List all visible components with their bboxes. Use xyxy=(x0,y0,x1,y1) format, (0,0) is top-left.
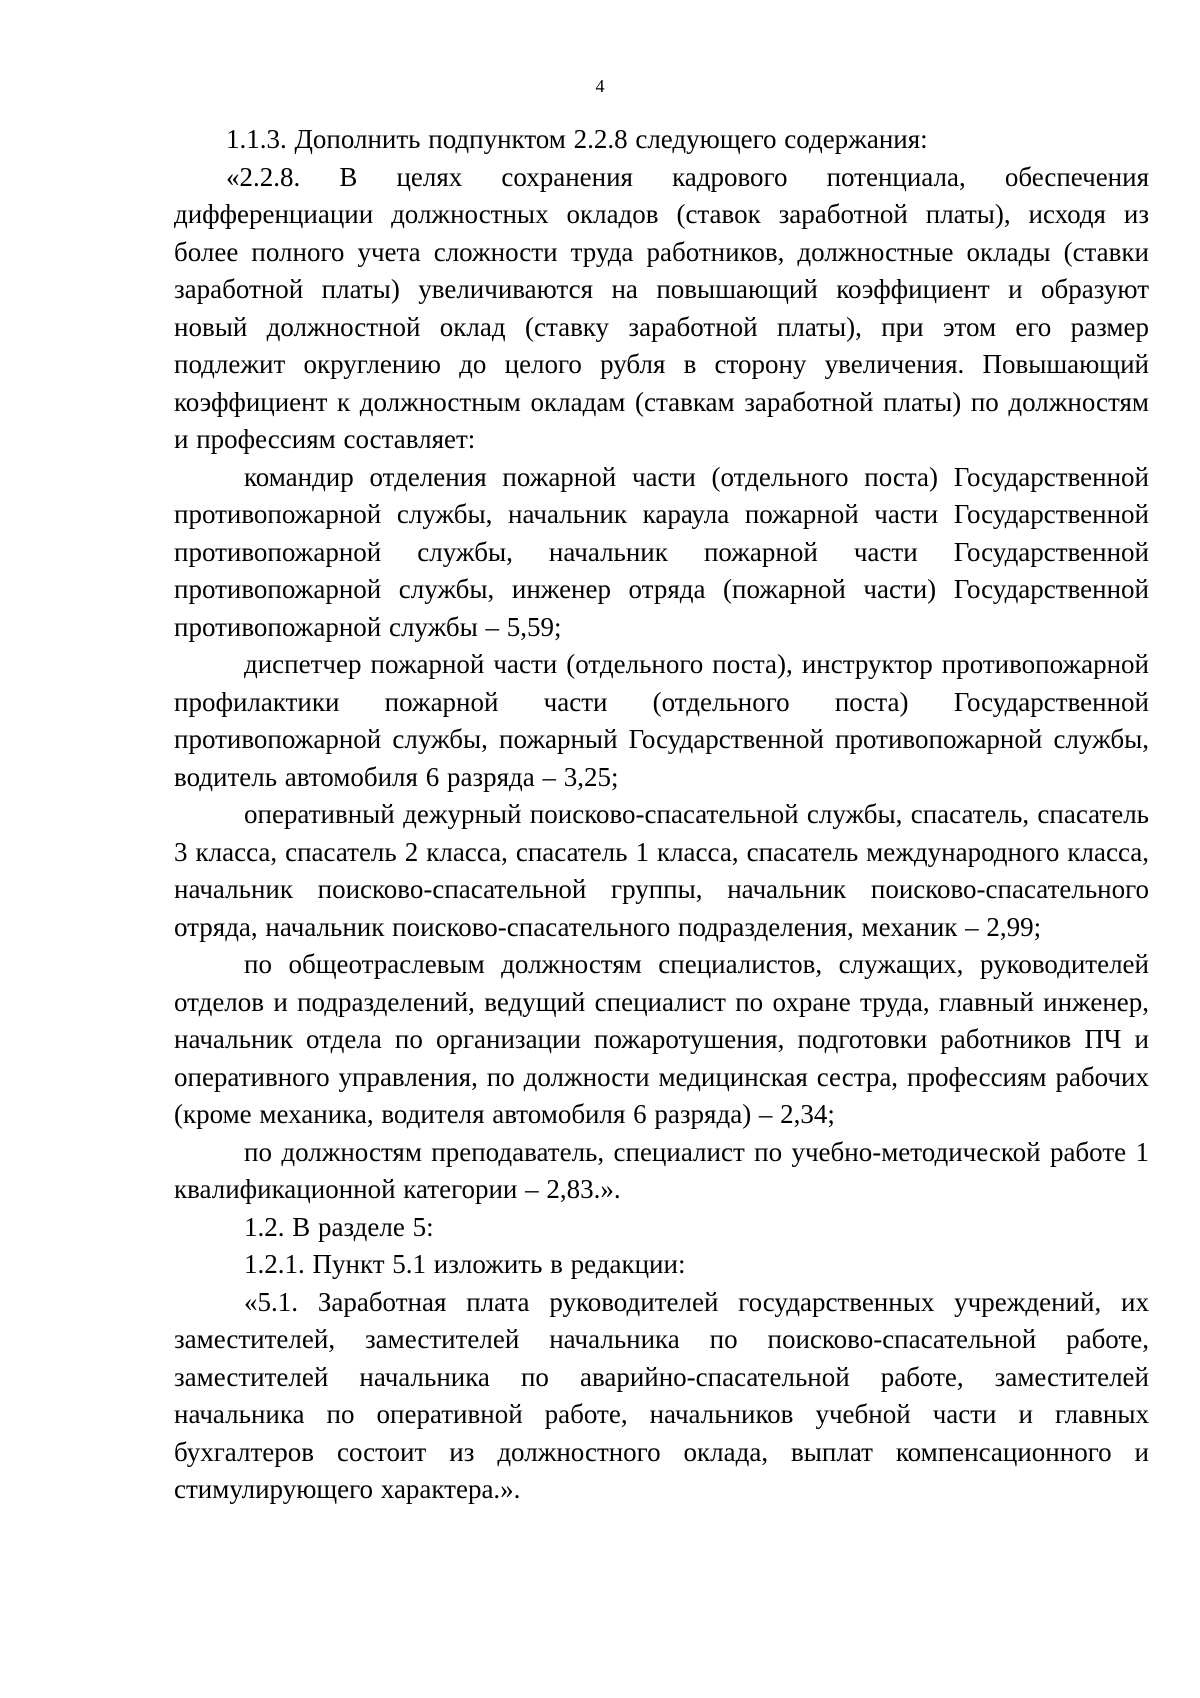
paragraph-1-2-1: 1.2.1. Пункт 5.1 изложить в редакции: xyxy=(244,1249,686,1279)
paragraph-5-1: «5.1. Заработная плата руководителей государственных учреждений, их заместителей, заместителей начальника по поисково-спасательной работе, заместителей начальника по аварийно-спасательной работе, заместителей начальника по оперативной работе, начальников учебной части и главных бухгалтеров состоит из должностного оклада, выплат компенсационного и стимулирующего характера.». xyxy=(174,1286,1149,1504)
paragraph-coefficient-2-83: по должностям преподаватель, специалист по учебно-методической работе 1 квалификационной категории – 2,83.». xyxy=(174,1136,1149,1204)
paragraph-coefficient-2-99: оперативный дежурный поисково-спасательной службы, спасатель, спасатель 3 класса, спасатель 2 класса, спасатель 1 класса, спасатель международного класса, начальник поисково-спасательной группы, начальник поисково-спасательного отряда, начальник поисково-спасательного подразделения, механик – 2,99; xyxy=(174,799,1149,942)
paragraph-coefficient-5-59: командир отделения пожарной части (отдельного поста) Государственной противопожарной службы, начальник караула пожарной части Государственной противопожарной службы, начальник пожарной части Государственной противопожарной службы, инженер отряда (пожарной части) Государственной противопожарной службы – 5,59; xyxy=(174,461,1149,642)
document-body xyxy=(174,121,1149,1509)
paragraph-1-2: 1.2. В разделе 5: xyxy=(244,1211,434,1242)
page-number: 4 xyxy=(595,76,605,96)
paragraph-coefficient-3-25: диспетчер пожарной части (отдельного поста), инструктор противопожарной профилактики пожарной части (отдельного поста) Государственной противопожарной службы, пожарный Государственной противопожарной службы, водитель автомобиля 6 разряда – 3,25; xyxy=(174,649,1149,792)
paragraph-coefficient-2-34: по общеотраслевым должностям специалистов, служащих, руководителей отделов и подразделений, ведущий специалист по охране труда, главный инженер, начальник отдела по организации пожаротушения, подготовки работников ПЧ и оперативного управления, по должности медицинская сестра, профессиям рабочих (кроме механика, водителя автомобиля 6 разряда) – 2,34; xyxy=(174,949,1149,1129)
paragraph-1-1-3: 1.1.3. Дополнить подпунктом 2.2.8 следующего содержания: xyxy=(226,124,928,154)
paragraph-2-2-8: «2.2.8. В целях сохранения кадрового потенциала, обеспечения дифференциации должностных окладов (ставок заработной платы), исходя из более полного учета сложности труда работников, должностные оклады (ставки заработной платы) увеличиваются на повышающий коэффициент и образуют новый должностной оклад (ставку заработной платы), при этом его размер подлежит округлению до целого рубля в сторону увеличения. Повышающий коэффициент к должностным окладам (ставкам заработной платы) по должностям и профессиям составляет: xyxy=(174,161,1149,454)
